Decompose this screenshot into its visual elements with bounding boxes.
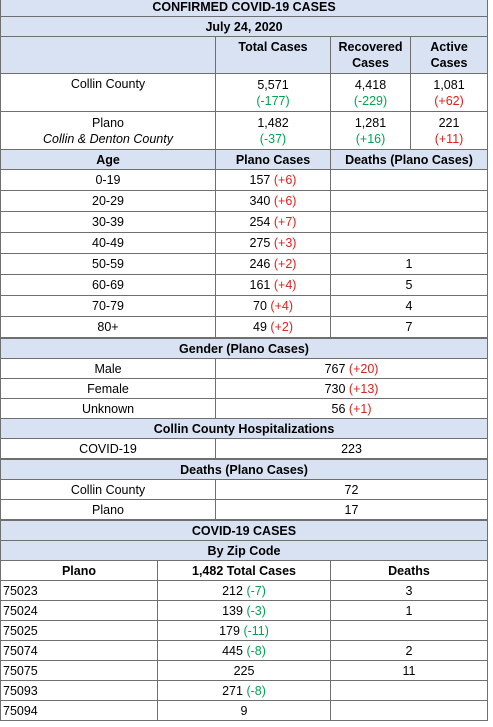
zip-change: (-8): [246, 683, 266, 698]
zip-cases-cell: [158, 661, 331, 681]
age-cases: 254: [249, 215, 271, 229]
active-header-line2: Cases: [430, 56, 468, 70]
age-change: (+7): [273, 215, 297, 229]
deaths-rows: [1, 480, 488, 520]
age-cases-cell: [216, 275, 331, 296]
zip-deaths: 11: [402, 663, 416, 678]
zip-cases-cell: [158, 641, 331, 661]
zip-code: 75024: [3, 603, 38, 618]
active-header-line1: Active: [430, 40, 468, 54]
hospital-label: COVID-19: [1, 439, 216, 459]
age-range: 70-79: [92, 299, 124, 313]
gender-row: [1, 359, 488, 379]
zip-code-cell: [1, 641, 158, 661]
age-cases-cell: [216, 254, 331, 275]
gender-rows: [1, 359, 488, 419]
deaths-section: [0, 459, 487, 520]
deaths-table: [0, 459, 488, 520]
gender-change: (+20): [348, 361, 379, 376]
zip-deaths: 3: [405, 583, 413, 598]
age-deaths: 7: [405, 320, 413, 334]
zip-row: [1, 701, 488, 721]
age-rows: [1, 170, 488, 338]
gender-label-cell: [1, 359, 216, 379]
active-header: [411, 37, 488, 74]
age-cases: 157: [249, 173, 271, 187]
age-cases-cell: [216, 170, 331, 191]
summary-header-row: [1, 37, 488, 74]
zip-total-header: 1,482 Total Cases: [158, 561, 331, 581]
deaths-header-row: [1, 460, 488, 480]
summary-active: [411, 74, 488, 112]
gender-title: Gender (Plano Cases): [1, 339, 488, 359]
gender-row: [1, 399, 488, 419]
zip-plano-header: Plano: [1, 561, 158, 581]
zip-rows: [1, 581, 488, 721]
zip-cases: 271: [222, 683, 243, 698]
total-value: 5,571: [257, 77, 289, 92]
title-row: [1, 0, 488, 17]
age-header: Age: [1, 150, 216, 170]
gender-row: [1, 379, 488, 399]
total-change: (-177): [256, 93, 290, 108]
age-deaths-cell: [331, 170, 488, 191]
report-title: CONFIRMED COVID-19 CASES: [1, 0, 488, 17]
total-change: (-37): [259, 131, 287, 146]
summary-row-collin: [1, 74, 488, 112]
age-cases-cell: [216, 296, 331, 317]
age-range: 60-69: [92, 278, 124, 292]
zip-row: [1, 621, 488, 641]
zip-code: 75023: [3, 583, 38, 598]
recovered-header-line1: Recovered: [338, 40, 403, 54]
age-cases-cell: [216, 212, 331, 233]
hospital-title: Collin County Hospitalizations: [1, 419, 488, 439]
deaths-label-cell: [1, 480, 216, 500]
age-row: [1, 254, 488, 275]
age-cases-cell: [216, 191, 331, 212]
zip-row: [1, 601, 488, 621]
zip-deaths-cell: [331, 621, 488, 641]
summary-active: [411, 112, 488, 150]
zip-code: 75074: [3, 643, 38, 658]
plano-cases-header: Plano Cases: [216, 150, 331, 170]
summary-total: [216, 112, 331, 150]
zip-cases-cell: [158, 601, 331, 621]
age-deaths-cell: [331, 254, 488, 275]
recovered-value: 1,281: [354, 115, 387, 130]
age-range-cell: [1, 170, 216, 191]
report-date: July 24, 2020: [1, 17, 488, 37]
zip-code-cell: [1, 581, 158, 601]
age-range: 30-39: [92, 215, 124, 229]
blank-header-cell: [1, 37, 216, 74]
zip-cases-cell: [158, 681, 331, 701]
gender-value-cell: [216, 399, 488, 419]
summary-row-plano: [1, 112, 488, 150]
age-range-cell: [1, 191, 216, 212]
age-deaths-cell: [331, 275, 488, 296]
deaths-row: [1, 480, 488, 500]
zip-change: (-3): [246, 603, 266, 618]
age-change: (+2): [273, 257, 297, 271]
recovered-header: [331, 37, 411, 74]
zip-code-cell: [1, 621, 158, 641]
age-row: [1, 212, 488, 233]
zip-title-row: [1, 521, 488, 541]
zip-cases: 212: [222, 583, 243, 598]
deaths-value: 17: [344, 502, 359, 517]
age-change: (+6): [273, 173, 297, 187]
age-section: [0, 149, 487, 338]
zip-code-cell: [1, 661, 158, 681]
zip-subtitle-row: [1, 541, 488, 561]
deaths-label: Plano: [92, 502, 124, 517]
active-change: (+62): [434, 93, 464, 108]
age-deaths: 5: [405, 278, 413, 292]
active-value: 221: [438, 115, 460, 130]
age-change: (+3): [273, 236, 297, 250]
zip-cases-cell: [158, 701, 331, 721]
age-range: 40-49: [92, 236, 124, 250]
age-range-cell: [1, 233, 216, 254]
gender-header-row: [1, 339, 488, 359]
active-value: 1,081: [433, 77, 465, 92]
zip-cases-cell: [158, 621, 331, 641]
zip-table: [0, 520, 488, 721]
hospital-section: [0, 418, 487, 459]
recovered-change: (+16): [355, 131, 386, 146]
age-deaths-header: Deaths (Plano Cases): [331, 150, 488, 170]
age-cases-cell: [216, 317, 331, 338]
summary-total: [216, 74, 331, 112]
age-cases: 275: [249, 236, 271, 250]
zip-header-row: [1, 561, 488, 581]
active-change: (+11): [434, 131, 464, 146]
zip-cases: 9: [240, 703, 248, 718]
zip-deaths-cell: [331, 681, 488, 701]
age-cases: 246: [249, 257, 271, 271]
summary-name: [1, 112, 216, 150]
zip-section: [0, 520, 487, 721]
zip-code: 75025: [3, 623, 38, 638]
hospital-table: [0, 418, 488, 459]
age-range: 80+: [97, 320, 119, 334]
gender-value: 730: [324, 381, 346, 396]
age-change: (+4): [270, 299, 293, 313]
age-range: 50-59: [92, 257, 124, 271]
zip-cases-cell: [158, 581, 331, 601]
age-cases: 340: [249, 194, 271, 208]
gender-change: (+13): [348, 381, 379, 396]
deaths-label: Collin County: [70, 482, 146, 497]
gender-value-cell: [216, 379, 488, 399]
age-row: [1, 275, 488, 296]
age-deaths-cell: [331, 212, 488, 233]
gender-label-cell: [1, 379, 216, 399]
gender-value: 56: [331, 401, 346, 416]
zip-deaths-cell: [331, 601, 488, 621]
age-deaths-cell: [331, 317, 488, 338]
deaths-value: 72: [344, 482, 359, 497]
age-change: (+2): [270, 320, 293, 334]
age-deaths: 4: [405, 299, 413, 313]
zip-code-cell: [1, 701, 158, 721]
hospital-header-row: [1, 419, 488, 439]
deaths-row: [1, 500, 488, 520]
zip-deaths: 1: [405, 603, 413, 618]
gender-label: Unknown: [81, 401, 135, 416]
recovered-value: 4,418: [354, 77, 387, 92]
zip-change: (-8): [246, 643, 266, 658]
gender-table: [0, 338, 488, 419]
recovered-change: (-229): [353, 93, 388, 108]
age-range-cell: [1, 212, 216, 233]
gender-label: Male: [94, 361, 122, 376]
age-range-cell: [1, 275, 216, 296]
deaths-value-cell: [216, 480, 488, 500]
zip-code: 75093: [3, 683, 38, 698]
zip-cases: 179: [219, 623, 240, 638]
zip-row: [1, 661, 488, 681]
total-value: 1,482: [257, 115, 289, 130]
age-change: (+4): [273, 278, 297, 292]
deaths-value-cell: [216, 500, 488, 520]
age-row: [1, 233, 488, 254]
summary-name: Collin County: [1, 74, 216, 112]
age-range: 20-29: [92, 194, 124, 208]
hospital-value: 223: [216, 439, 488, 459]
gender-label-cell: [1, 399, 216, 419]
age-row: [1, 191, 488, 212]
zip-deaths: 2: [405, 643, 413, 658]
gender-section: [0, 338, 487, 419]
zip-code: 75075: [3, 663, 38, 678]
zip-deaths-cell: [331, 641, 488, 661]
zip-cases: 445: [222, 643, 243, 658]
age-cases: 49: [253, 320, 267, 334]
summary-table: [0, 0, 488, 150]
recovered-header-line2: Cases: [352, 56, 389, 70]
age-deaths: 1: [405, 257, 413, 271]
zip-row: [1, 581, 488, 601]
gender-change: (+1): [348, 401, 372, 416]
age-cases: 70: [253, 299, 267, 313]
zip-code-cell: [1, 601, 158, 621]
deaths-label-cell: [1, 500, 216, 520]
gender-value-cell: [216, 359, 488, 379]
zip-cases: 225: [233, 663, 255, 678]
age-cases-cell: [216, 233, 331, 254]
age-range-cell: [1, 317, 216, 338]
zip-deaths-cell: [331, 661, 488, 681]
zip-cases: 139: [222, 603, 243, 618]
zip-code-cell: [1, 681, 158, 701]
zip-deaths-cell: [331, 701, 488, 721]
zip-row: [1, 681, 488, 701]
zip-row: [1, 641, 488, 661]
zip-deaths-header: Deaths: [331, 561, 488, 581]
zip-title: COVID-19 CASES: [1, 521, 488, 541]
zip-deaths-cell: [331, 581, 488, 601]
zip-code: 75094: [3, 703, 38, 718]
age-change: (+6): [273, 194, 297, 208]
zip-subtitle: By Zip Code: [1, 541, 488, 561]
summary-recovered: [331, 74, 411, 112]
zip-change: (-11): [243, 623, 269, 638]
deaths-title: Deaths (Plano Cases): [1, 460, 488, 480]
summary-name-main: Plano: [92, 115, 124, 130]
date-row: [1, 17, 488, 37]
age-deaths-cell: [331, 191, 488, 212]
age-deaths-cell: [331, 296, 488, 317]
age-deaths-cell: [331, 233, 488, 254]
total-cases-header: Total Cases: [216, 37, 331, 74]
age-range-cell: [1, 254, 216, 275]
age-range-cell: [1, 296, 216, 317]
summary-name-sub: Collin & Denton County: [43, 131, 173, 146]
age-row: [1, 317, 488, 338]
hospital-row: [1, 439, 488, 459]
age-range: 0-19: [95, 173, 121, 187]
age-table: [0, 149, 488, 338]
gender-value: 767: [324, 361, 346, 376]
age-cases: 161: [249, 278, 271, 292]
age-header-row: [1, 150, 488, 170]
age-row: [1, 170, 488, 191]
gender-label: Female: [87, 381, 129, 396]
summary-recovered: [331, 112, 411, 150]
age-row: [1, 296, 488, 317]
summary-section: [0, 0, 487, 150]
zip-change: (-7): [246, 583, 266, 598]
